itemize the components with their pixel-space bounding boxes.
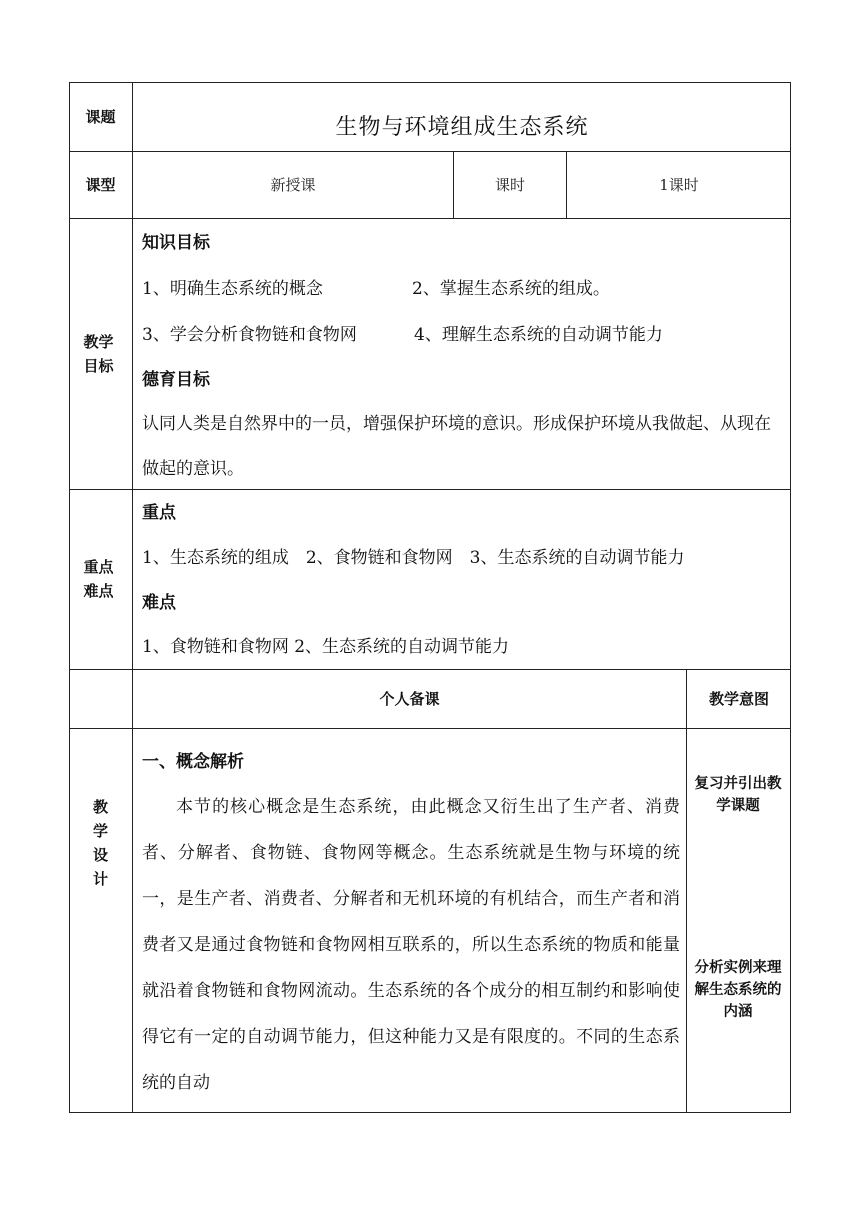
knowledge-line-1 (142, 266, 787, 312)
label-type: 课型 (85, 175, 116, 194)
knowledge-item: 3、学会分析食物链和食物网 (142, 325, 357, 345)
row-divider (69, 218, 791, 219)
moral-text: 认同人类是自然界中的一员，增强保护环境的意识。形成保护环境从我做起、从现在做起的意识。 (142, 414, 771, 479)
knowledge-item: 1、明确生态系统的概念 (142, 279, 323, 299)
period-value: 1课时 (659, 176, 699, 194)
lesson-title: 生物与环境组成生态系统 (335, 115, 589, 140)
label-keypoints: 重点难点 (83, 558, 114, 600)
difficult-heading: 难点 (142, 593, 176, 613)
intent-note-2: 分析实例来理解生态系统的内涵 (694, 959, 782, 1020)
key-heading: 重点 (142, 503, 176, 523)
key-text: 1、生态系统的组成 2、食物链和食物网 3、生态系统的自动调节能力 (142, 548, 685, 568)
header-teaching-intent: 教学意图 (708, 689, 769, 708)
design-paragraph: 本节的核心概念是生态系统，由此概念又衍生出了生产者、消费者、分解者、食物链、食物网等概念。生态系统就是生物与环境的统一，是生产者、消费者、分解者和无机环境的有机结合，而生产者和消费者又是通过食物链和食物网相互联系的，所以生态系统的物质和能量就沿着食物链和食物网流动。生态系统的各个成分的相互制约和影响使得它有一定的自动调节能力，但这种能力又是有限度的。不同的生态系统的自动 (142, 797, 680, 1093)
row-divider (69, 728, 791, 729)
section-heading: 一、概念解析 (142, 752, 244, 772)
lesson-type-value: 新授课 (270, 176, 316, 194)
header-personal-prep: 个人备课 (379, 689, 440, 708)
col-divider (686, 669, 687, 1113)
knowledge-line-2 (142, 312, 787, 358)
label-design: 教学设计 (92, 798, 108, 888)
difficult-text: 1、食物链和食物网 2、生态系统的自动调节能力 (142, 637, 510, 657)
intent-note-1: 复习并引出教学课题 (694, 775, 782, 814)
period-label: 课时 (494, 176, 525, 194)
label-goals: 教学目标 (83, 332, 114, 375)
knowledge-item: 2、掌握生态系统的组成。 (412, 279, 610, 299)
moral-heading: 德育目标 (142, 370, 210, 390)
knowledge-item: 4、理解生态系统的自动调节能力 (414, 325, 663, 345)
label-topic: 课题 (85, 107, 116, 126)
col-divider (132, 82, 133, 1113)
knowledge-heading: 知识目标 (142, 233, 210, 253)
